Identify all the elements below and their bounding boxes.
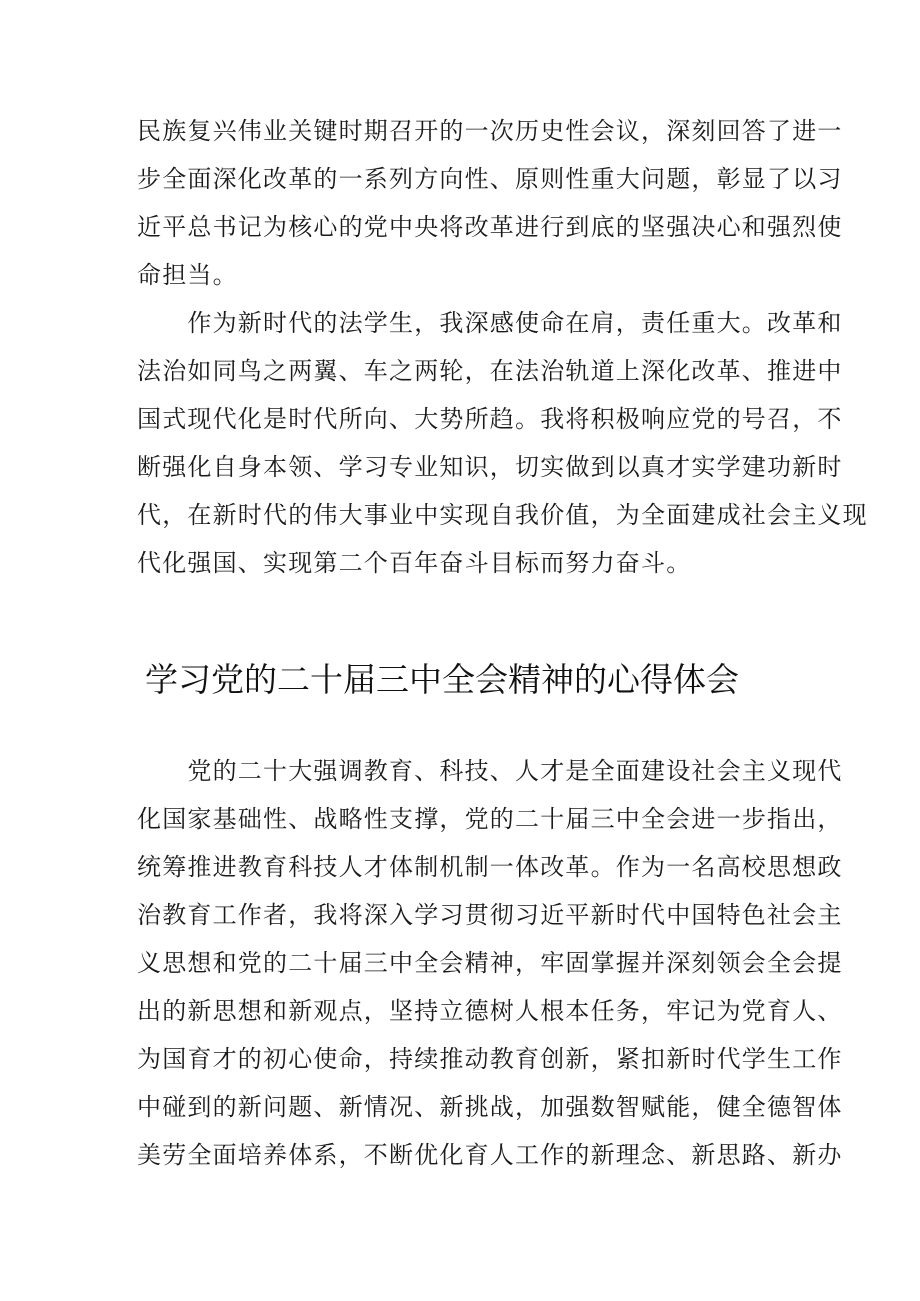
- section-heading: 学习党的二十届三中全会精神的心得体会: [145, 660, 739, 699]
- text-line: 义思想和党的二十届三中全会精神，牢固掌握并深刻领会全会提: [137, 949, 843, 977]
- text-line: 代化强国、实现第二个百年奋斗目标而努力奋斗。: [137, 549, 692, 577]
- text-line: 国式现代化是时代所向、大势所趋。我将积极响应党的号召，不: [137, 405, 843, 433]
- text-line: 美劳全面培养体系，不断优化育人工作的新理念、新思路、新办: [137, 1141, 843, 1169]
- text-line: 统筹推进教育科技人才体制机制一体改革。作为一名高校思想政: [137, 853, 843, 881]
- text-line: 代，在新时代的伟大事业中实现自我价值，为全面建成社会主义现: [137, 501, 868, 529]
- paragraph-education: [137, 747, 843, 1179]
- text-line: 中碰到的新问题、新情况、新挑战，加强数智赋能，健全德智体: [137, 1093, 843, 1121]
- text-line: 命担当。: [137, 261, 238, 289]
- text-line: 民族复兴伟业关键时期召开的一次历史性会议，深刻回答了进一: [137, 117, 843, 145]
- text-line: 化国家基础性、战略性支撑，党的二十届三中全会进一步指出，: [137, 805, 843, 833]
- text-line: 出的新思想和新观点，坚持立德树人根本任务，牢记为党育人、: [137, 997, 843, 1025]
- text-line: 作为新时代的法学生，我深感使命在肩，责任重大。改革和: [137, 309, 843, 337]
- text-line: 步全面深化改革的一系列方向性、原则性重大问题，彰显了以习: [137, 165, 843, 193]
- paragraph-continued: [137, 107, 843, 299]
- text-line: 近平总书记为核心的党中央将改革进行到底的坚强决心和强烈使: [137, 213, 843, 241]
- text-line: 为国育才的初心使命，持续推动教育创新，紧扣新时代学生工作: [137, 1045, 843, 1073]
- text-line: 法治如同鸟之两翼、车之两轮，在法治轨道上深化改革、推进中: [137, 357, 843, 385]
- paragraph-law-student: [137, 299, 868, 587]
- text-line: 断强化自身本领、学习专业知识，切实做到以真才实学建功新时: [137, 453, 843, 481]
- text-line: 党的二十大强调教育、科技、人才是全面建设社会主义现代: [137, 757, 843, 785]
- text-line: 治教育工作者，我将深入学习贯彻习近平新时代中国特色社会主: [137, 901, 843, 929]
